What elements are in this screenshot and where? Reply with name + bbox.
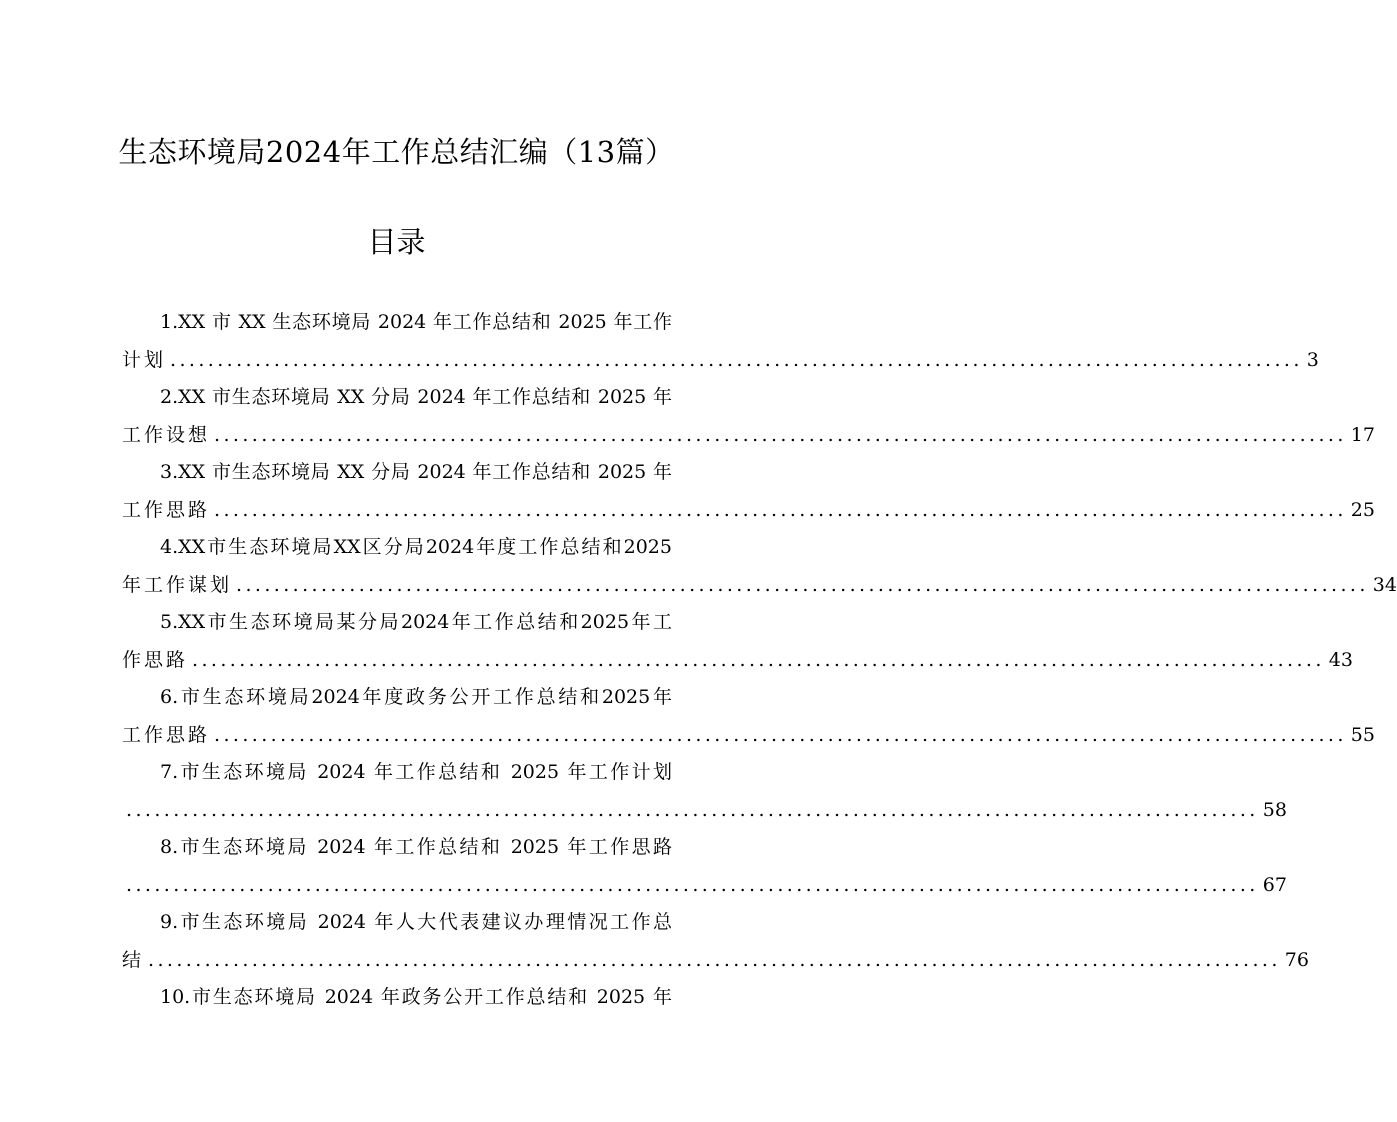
toc-entry-title[interactable]: 7.市生态环境局 2024 年工作总结和 2025 年工作计划 [160, 761, 672, 783]
toc-entry-title[interactable]: 8.市生态环境局 2024 年工作总结和 2025 年工作思路 [160, 836, 672, 858]
toc-entry-title[interactable]: 2.XX 市生态环境局 XX 分局 2024 年工作总结和 2025 年 [160, 386, 672, 408]
toc-heading: 目录 [367, 225, 426, 259]
toc-entry-leader-line[interactable] [122, 570, 1397, 600]
toc-entry-title[interactable]: 6.市生态环境局2024年度政务公开工作总结和2025年 [160, 686, 672, 708]
toc-page-number: 34 [1372, 573, 1397, 596]
toc-dot-leader: ........................................................................................................................ [170, 348, 1303, 371]
toc-entry-title-continued: 工作思路 [122, 498, 211, 521]
toc-page-number: 3 [1306, 348, 1319, 371]
toc-dot-leader: ........................................................................................................................ [126, 873, 1259, 896]
toc-entry-leader-line[interactable] [122, 495, 1375, 525]
toc-page-number: 17 [1350, 423, 1375, 446]
toc-page-number: 43 [1328, 648, 1353, 671]
toc-entry-title-continued: 工作思路 [122, 723, 211, 746]
toc-page-number: 67 [1262, 873, 1287, 896]
toc-entry-title[interactable]: 9.市生态环境局 2024 年人大代表建议办理情况工作总 [160, 911, 672, 933]
toc-entry-leader-line[interactable] [122, 345, 1319, 375]
toc-entry-title[interactable]: 3.XX 市生态环境局 XX 分局 2024 年工作总结和 2025 年 [160, 461, 672, 483]
toc-dot-leader: ........................................................................................................................ [236, 573, 1369, 596]
document-title: 生态环境局2024年工作总结汇编（13篇） [118, 135, 675, 169]
toc-dot-leader: ........................................................................................................................ [214, 423, 1347, 446]
toc-entry-title[interactable]: 5.XX市生态环境局某分局2024年工作总结和2025年工 [160, 611, 672, 633]
toc-page-number: 58 [1262, 798, 1287, 821]
toc-entry-leader-line[interactable] [122, 945, 1309, 975]
toc-entry-title-continued: 年工作谋划 [122, 573, 233, 596]
toc-entry-leader-line[interactable] [122, 420, 1375, 450]
toc-entry-title[interactable]: 10.市生态环境局 2024 年政务公开工作总结和 2025 年 [160, 986, 672, 1008]
toc-dot-leader: ........................................................................................................................ [192, 648, 1325, 671]
toc-entry-leader-line[interactable] [122, 720, 1375, 750]
toc-entry-title-continued: 作思路 [122, 648, 189, 671]
toc-entry-title-continued: 计划 [122, 348, 167, 371]
toc-entry-title[interactable]: 4.XX市生态环境局XX区分局2024年度工作总结和2025 [160, 536, 672, 558]
toc-entry-leader-line[interactable] [122, 795, 1287, 825]
toc-dot-leader: ........................................................................................................................ [214, 498, 1347, 521]
toc-entry-title-continued: 工作设想 [122, 423, 211, 446]
toc-page-number: 76 [1284, 948, 1309, 971]
toc-dot-leader: ........................................................................................................................ [214, 723, 1347, 746]
toc-dot-leader: ........................................................................................................................ [126, 798, 1259, 821]
toc-entry-leader-line[interactable] [122, 870, 1287, 900]
toc-page-number: 55 [1350, 723, 1375, 746]
toc-entry-leader-line[interactable] [122, 645, 1353, 675]
toc-entry-title[interactable]: 1.XX 市 XX 生态环境局 2024 年工作总结和 2025 年工作 [160, 311, 672, 333]
toc-entry-title-continued: 结 [122, 948, 145, 971]
toc-dot-leader: ........................................................................................................................ [148, 948, 1281, 971]
toc-page-number: 25 [1350, 498, 1375, 521]
